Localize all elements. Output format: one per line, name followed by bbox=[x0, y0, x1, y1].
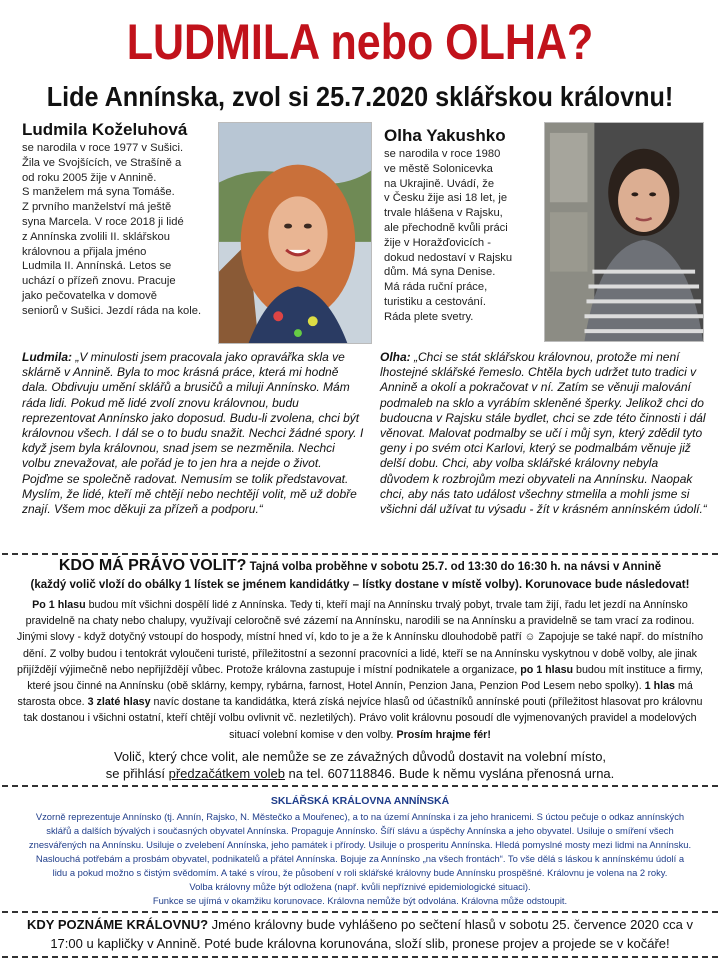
bio-line: ve městě Solonicevka bbox=[384, 162, 493, 175]
quote-label-olha: Olha: bbox=[380, 350, 411, 364]
quote-text-ludmila: „V minulosti jsem pracovala jako opravářka skla ve sklárně v Annině. Byla to moc krásná práce, která mi hodně dala. Obdivuju umění sklářů a brusičů a miluji Annínsko. Mám ráda lidi. Pokud mě lidé zvolí znovu královnou, budu reprezentovat Annínsko jako doposud. Budu-li zvolena, chci být královnou všech. I dál se o to budu snažit. Nechci žádné spory. I když jsem byla královnou, snad jsem se nezměnila. Nechci volbu znevažovat, ale pořád je to jen hra a nejde o život. Pojďme se společně radovat. Nemusím se tolik představovat. Myslím, že lidé, kteří mě chtějí nebo nechtějí volit, mě už dobře znají. Všem moc děkuji za přízeň a podporu.“ bbox=[22, 350, 364, 517]
voting-remote bbox=[0, 748, 720, 782]
voting-remote-underlined: předzačátkem voleb bbox=[168, 766, 285, 781]
bio-line: jako pečovatelka v domově bbox=[22, 289, 157, 302]
bio-line: ale přechodně kvůli práci bbox=[384, 221, 508, 234]
royal-line: Naslouchá potřebám a prosbám obyvatel, podnikatelů a přátel Annínska. Bojuje za Annínsko „na všech frontách“. To vše dělá s láskou k annínskému údolí a bbox=[35, 853, 685, 864]
quote-text-olha: „Chci se stát sklářskou královnou, protože mi není lhostejné sklářské řemeslo. Chtěla bych udržet tuto tradici v Annině a okolí a pokračovat v ní. Zatím se věnuji malování podmaleb na sklo a vyrábím skleněné šperky. Jelikož chci do budoucna v Rajsku stále bydlet, chci se zde této činnosti i dál věnovat. Malovat podmalby se učí i můj syn, který zdědil tyto geny i po svém otci Karlovi, který se podmalbám věnuje již delší dobu. Chci, aby volba sklářské královny nebyla důvodem k rozbrojům mezi obyvateli na Annínsku. Naopak chci, aby nás tato událost všechny stmelila a mohli jsme si všichni dál užívat tu výsadu - žít v krásném annínském údolí.“ bbox=[380, 350, 707, 517]
bio-line: královnou a přijala jméno bbox=[22, 245, 147, 258]
voting-rule-bold: Po 1 hlasu bbox=[32, 599, 86, 611]
bio-line: se narodila v roce 1977 v Sušici. bbox=[22, 142, 184, 154]
bio-line: žije v Horažďovicích - bbox=[384, 236, 491, 249]
royal-line: lidu a pokud možno s čistým svědomím. A také s vírou, že působení v roli sklářské královny bude Annínsku prospěšné. Královnu je volena na 2 roky. bbox=[52, 867, 668, 878]
bio-line: z Annínska zvolili II. sklářskou bbox=[22, 230, 170, 243]
candidate-bio-ludmila bbox=[22, 141, 218, 319]
voting-remote-line1: Volič, který chce volit, ale nemůže se ze závažných důvodů dostavit na volební místo, bbox=[113, 749, 607, 764]
voting-remote-phone: na tel. 607118846. Bude k němu vyslána přenosná urna. bbox=[284, 766, 615, 781]
bio-line: Ráda plete svetry. bbox=[384, 310, 474, 323]
candidate-name-ludmila: Ludmila Koželuhová bbox=[22, 120, 188, 139]
bio-line: se narodila v roce 1980 bbox=[384, 148, 501, 160]
voting-remote-line2 bbox=[0, 765, 720, 782]
quote-olha bbox=[380, 350, 708, 517]
royal-line: Funkce se ujímá v okamžiku korunovace. Královna nemůže být odvolána. Královna může odstoupit. bbox=[152, 895, 568, 906]
royal-description bbox=[16, 810, 704, 908]
voting-heading-title: KDO MÁ PRÁVO VOLIT? bbox=[58, 557, 247, 574]
crowning-heading: KDY POZNÁME KRÁLOVNU? bbox=[27, 917, 209, 932]
royal-line: znesvářených na Annínsku. Usiluje o zvelebení Annínska, jeho památek i přírody. Usiluje o prosperitu Annínska. Hledá pomyslné mosty mezi lidmi na Annínsku. bbox=[28, 839, 692, 850]
quote-ludmila bbox=[22, 350, 366, 517]
royal-line: sklářů a dalších bývalých i současných obyvatel Annínska. Propaguje Annínsko. Šíří slávu a úspěchy Annínska a jeho obyvatel. Usiluje o smíření všech bbox=[46, 825, 674, 836]
royal-title: SKLÁŘSKÁ KRÁLOVNA ANNÍNSKÁ bbox=[270, 795, 450, 807]
voting-fair-play: Prosím hrajme fér! bbox=[396, 728, 491, 741]
voting-rules bbox=[12, 597, 708, 743]
bio-line: S manželem má syna Tomáše. bbox=[22, 186, 175, 199]
bio-line: od roku 2005 žije v Annině. bbox=[22, 171, 157, 184]
bio-line: dokud nedostaví v Rajsku bbox=[384, 251, 513, 264]
crowning-details: Jméno královny bude vyhlášeno po sečtení hlasů v sobotu 25. července 2020 cca v 17:00 u kapličky v Annině. Poté bude královna korunována, složí slib, pronese projev a projede se v kočáře! bbox=[50, 917, 693, 951]
royal-line: Volba královny může být odložena (např. kvůli nepříznivé epidemiologické situaci). bbox=[189, 881, 531, 892]
bio-line: Žila ve Svojšících, ve Strašíně a bbox=[22, 156, 182, 169]
voting-rule-bold: 3 zlaté hlasy bbox=[87, 696, 151, 709]
bio-line: turistiku a cestování. bbox=[384, 295, 486, 308]
voting-remote-text: se přihlásí bbox=[105, 766, 169, 781]
bio-line: v Česku žije asi 18 let, je bbox=[384, 192, 508, 205]
candidate-name-olha: Olha Yakushko bbox=[384, 126, 506, 145]
photo-ludmila bbox=[218, 122, 372, 344]
voting-rule-bold: po 1 hlasu bbox=[520, 663, 574, 676]
photo-olha bbox=[544, 122, 704, 342]
voting-heading bbox=[0, 557, 720, 576]
bio-line: uchází o přízeň znovu. Pracuje bbox=[22, 275, 176, 288]
voting-ballot-note: (každý volič vloží do obálky 1 lístek se jménem kandidátky – lístky dostane v místě volby). Korunovace bude následovat! bbox=[30, 579, 690, 591]
bio-line: Má ráda ruční práce, bbox=[384, 281, 488, 294]
page-subtitle: Lide Annínska, zvol si 25.7.2020 sklářskou královnu! bbox=[46, 81, 674, 112]
candidate-bio-olha bbox=[384, 147, 544, 325]
crowning-text bbox=[14, 915, 706, 953]
voting-heading-rest: Tajná volba proběhne v sobotu 25.7. od 13:30 do 16:30 h. na návsi v Annině bbox=[249, 561, 662, 573]
bio-line: syna Marcela. V roce 2018 ji lidé bbox=[22, 215, 184, 228]
bio-line: na Ukrajině. Uvádí, že bbox=[384, 177, 495, 190]
quote-label-ludmila: Ludmila: bbox=[22, 350, 72, 364]
voting-rule-text: navíc dostane ta kandidátka, která získá nejvíce hlasů od účastníků annínské pouti (příležitost hlasovat pro královnu tak dostanou i všichni ostatní, kteří chtějí volbu ovlivnit vč. nezletilých). Právo volit královnu posoudí dle vyjmenovaných pravidel a modelových situací volební komise v den volby. bbox=[23, 696, 703, 741]
royal-line: Vzorně reprezentuje Annínsko (tj. Annín, Rajsko, N. Městečko a Mouřenec), a to na území Annínska i za jeho hranicemi. S úctou pečuje o odkaz annínských bbox=[35, 811, 685, 822]
bio-line: Ludmila II. Annínská. Letos se bbox=[22, 260, 172, 273]
voting-rule-bold: 1 hlas bbox=[644, 680, 675, 693]
bio-line: dům. Má syna Denise. bbox=[384, 266, 496, 279]
page-title: LUDMILA nebo OLHA? bbox=[126, 14, 594, 70]
bio-line: trvale hlášena v Rajsku, bbox=[384, 207, 503, 220]
voting-rule-text: má starosta obce. bbox=[17, 680, 693, 709]
bio-line: seniorů v Sušici. Jezdí ráda na kole. bbox=[22, 304, 202, 317]
voting-rule-text: budou mít instituce a firmy, které jsou činné na Annínsku (obě sklárny, kempy, rybárna, farnost, Hotel Annín, Penzion Jana, Penzion Pod Lesem nebo spolky). bbox=[27, 663, 703, 693]
bio-line: Z prvního manželství má ještě bbox=[22, 201, 172, 214]
voting-rule-text: budou mít všichni dospělí lidé z Annínska. Tedy ti, kteří mají na Annínsku trvalý pobyt, trvale tam žijí, řadu let jezdí na Annínsko pravidelně na chaty nebo chalupy, využívají celoročně své zázemí na Annínsku, narodili se na Annínsku a pravidelně se tam vrací za rodinou. Jinými slovy - když dotyčný vstoupí do hospody, místní hned ví, kdo to je a že k Annínsku dlouhodobě patří ☺ Zapojuje se také např. do místního dění. Z volby budou i tentokrát vyloučeni turisté, příležitostní a sezonní pracovníci a lidé, kteří se na Annínsku vyskytnou v době volby, ale jinak přijíždějí výjimečně nebo nepřijíždějí vůbec. Protože královna zastupuje i místní podnikatele a organizace, bbox=[16, 599, 704, 676]
